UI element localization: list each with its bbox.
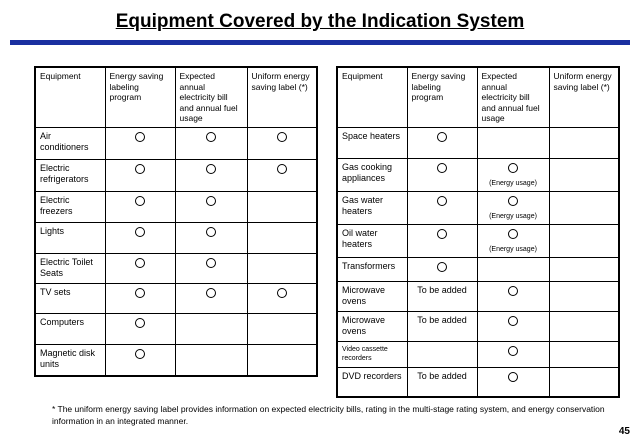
table-cell [477,341,549,367]
table-cell [477,224,549,257]
circle-mark-icon [206,196,216,206]
equipment-name: Air conditioners [35,127,105,159]
table-cell [175,159,247,191]
header-equipment: Equipment [337,67,407,127]
table-cell [549,127,619,158]
table-cell [407,191,477,224]
equipment-name: Gas cooking appliances [337,158,407,191]
equipment-name: Computers [35,313,105,344]
circle-mark-icon [508,163,518,173]
table-cell [105,313,175,344]
table-row [337,158,619,191]
table-cell [175,191,247,222]
table-cell [549,257,619,281]
table-cell [477,191,549,224]
equipment-name: TV sets [35,283,105,313]
circle-mark-icon [135,132,145,142]
table-row [35,127,317,159]
circle-mark-icon [437,163,447,173]
circle-mark-icon [437,132,447,142]
circle-mark-icon [135,164,145,174]
energy-usage-note: (Energy usage) [489,212,537,220]
table-cell [477,257,549,281]
right-equipment-table [336,66,620,398]
page-title: Equipment Covered by the Indication System [115,11,525,32]
table-row [337,311,619,341]
equipment-name: Electric freezers [35,191,105,222]
table-row [337,191,619,224]
circle-mark-icon [508,286,518,296]
energy-usage-note: (Energy usage) [489,179,537,187]
page-number: 45 [618,426,630,437]
circle-mark-icon [206,258,216,268]
table-row [35,159,317,191]
table-cell [477,281,549,311]
table-cell: To be added [407,281,477,311]
circle-mark-icon [135,258,145,268]
table-cell [247,313,317,344]
table-cell [407,127,477,158]
table-cell [247,222,317,253]
circle-mark-icon [135,349,145,359]
table-cell [105,159,175,191]
table-cell [549,224,619,257]
table-row [35,191,317,222]
table-cell [175,222,247,253]
table-row [337,224,619,257]
table-cell [407,341,477,367]
equipment-name: Microwave ovens [337,281,407,311]
title-divider [10,40,630,45]
table-cell [549,367,619,397]
table-row [337,341,619,367]
header-uniform-label: Uniform energy saving label (*) [247,67,317,127]
circle-mark-icon [437,196,447,206]
table-cell [105,191,175,222]
table-row [35,253,317,283]
circle-mark-icon [437,262,447,272]
equipment-name: DVD recorders [337,367,407,397]
left-equipment-table [34,66,318,377]
table-cell [105,344,175,376]
table-cell: To be added [407,367,477,397]
table-cell [549,158,619,191]
circle-mark-icon [508,346,518,356]
table-row [35,313,317,344]
table-cell [549,191,619,224]
table-cell [549,281,619,311]
equipment-name: Electric refrigerators [35,159,105,191]
table-cell [407,158,477,191]
header-energy-saving-labeling: Energy saving labeling program [105,67,175,127]
table-cell [105,222,175,253]
table-cell [175,253,247,283]
table-cell [105,127,175,159]
circle-mark-icon [508,229,518,239]
table-row [337,257,619,281]
circle-mark-icon [206,227,216,237]
table-cell [247,191,317,222]
table-cell [247,283,317,313]
table-row [337,281,619,311]
table-row [35,283,317,313]
header-energy-saving-labeling: Energy saving labeling program [407,67,477,127]
footnote: * The uniform energy saving label provides information on expected electricity bills, rating in the multi-stage rating system, and energy conservation information in an integrated manner. [52,404,605,426]
circle-mark-icon [135,227,145,237]
circle-mark-icon [277,288,287,298]
table-cell [175,344,247,376]
header-equipment: Equipment [35,67,105,127]
equipment-name: Space heaters [337,127,407,158]
table-cell [407,224,477,257]
table-cell [105,253,175,283]
table-row [35,344,317,376]
circle-mark-icon [135,318,145,328]
header-expected-annual-bill: Expected annual electricity bill and annual fuel usage [175,67,247,127]
table-cell [477,311,549,341]
table-cell [247,159,317,191]
circle-mark-icon [206,288,216,298]
equipment-name: Electric Toilet Seats [35,253,105,283]
equipment-name: Lights [35,222,105,253]
circle-mark-icon [508,196,518,206]
table-cell [477,158,549,191]
circle-mark-icon [206,132,216,142]
equipment-name: Oil water heaters [337,224,407,257]
table-cell [105,283,175,313]
circle-mark-icon [508,316,518,326]
table-cell [549,341,619,367]
circle-mark-icon [206,164,216,174]
header-expected-annual-bill: Expected annual electricity bill and annual fuel usage [477,67,549,127]
table-cell [477,367,549,397]
table-cell [247,127,317,159]
equipment-name: Gas water heaters [337,191,407,224]
equipment-name: Microwave ovens [337,311,407,341]
table-cell [175,313,247,344]
circle-mark-icon [135,196,145,206]
circle-mark-icon [277,132,287,142]
table-cell [549,311,619,341]
table-row [35,222,317,253]
table-row [337,127,619,158]
circle-mark-icon [508,372,518,382]
table-cell [477,127,549,158]
circle-mark-icon [135,288,145,298]
table-cell: To be added [407,311,477,341]
circle-mark-icon [277,164,287,174]
table-cell [175,127,247,159]
equipment-name: Video cassette recorders [337,341,407,367]
header-uniform-label: Uniform energy saving label (*) [549,67,619,127]
circle-mark-icon [437,229,447,239]
equipment-name: Magnetic disk units [35,344,105,376]
table-cell [247,344,317,376]
table-row [337,367,619,397]
table-cell [247,253,317,283]
table-cell [175,283,247,313]
table-cell [407,257,477,281]
equipment-name: Transformers [337,257,407,281]
energy-usage-note: (Energy usage) [489,245,537,253]
